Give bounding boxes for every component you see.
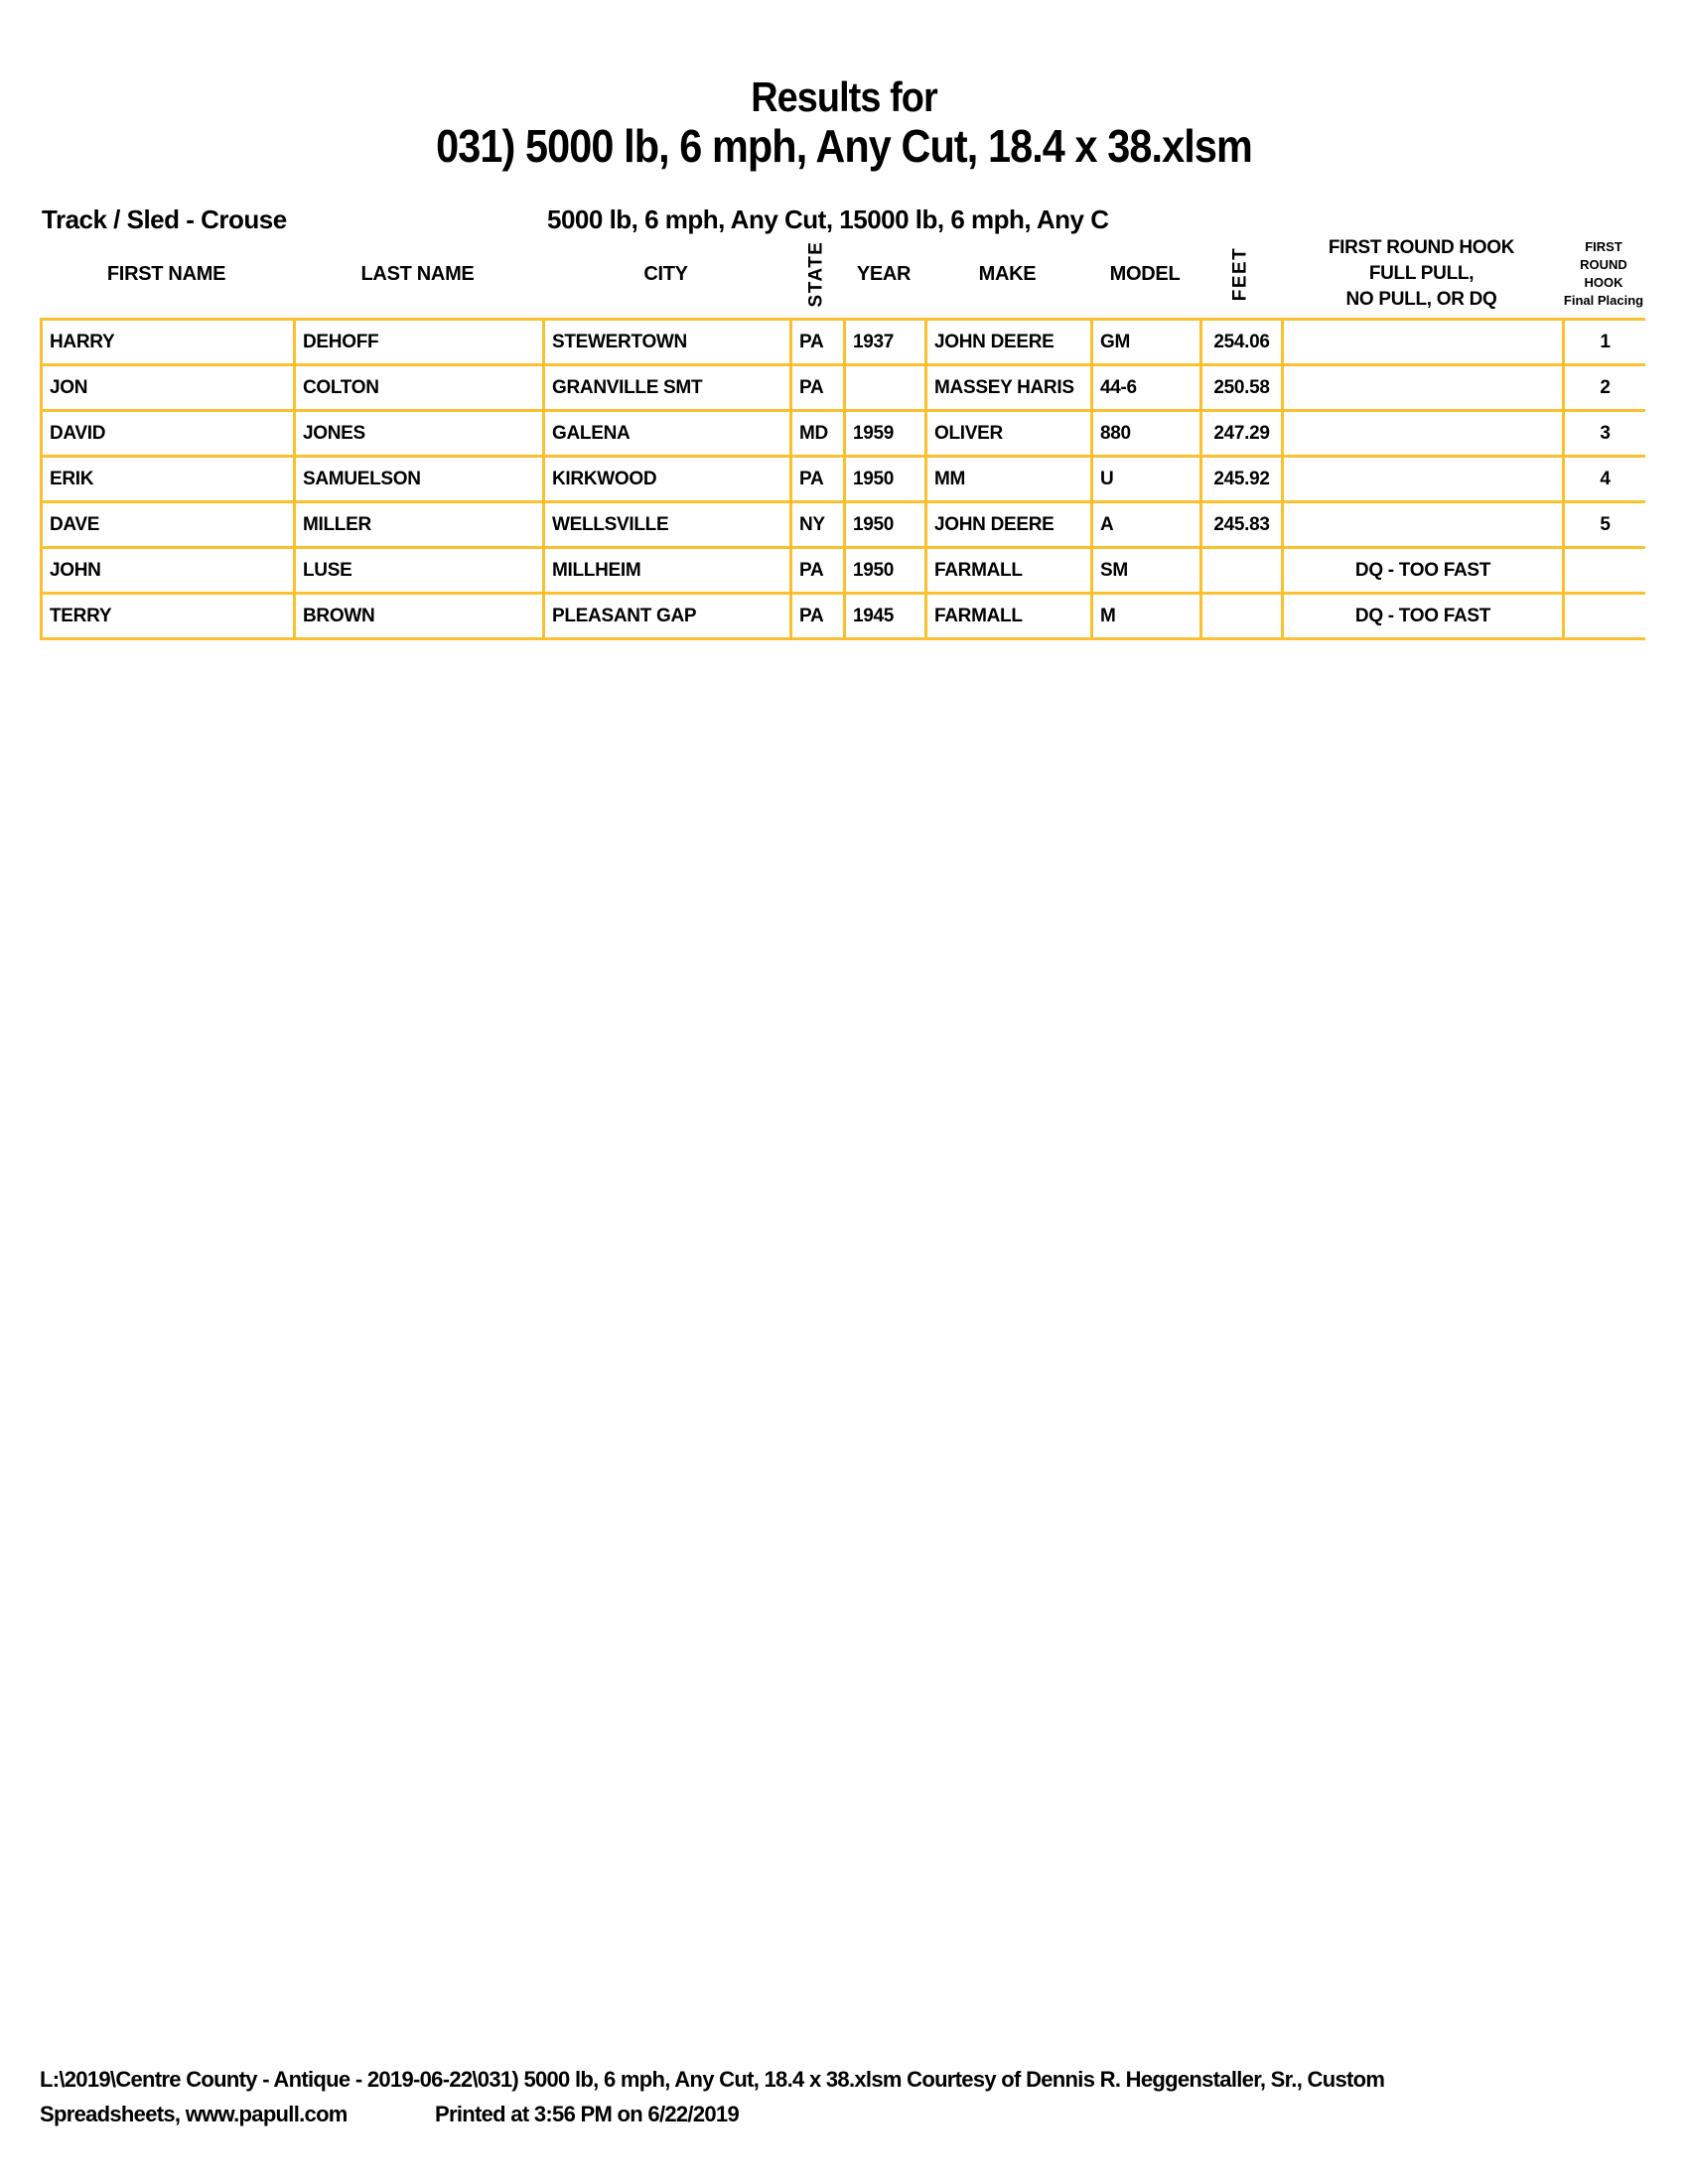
cell-feet: 250.58 <box>1199 366 1281 409</box>
column-header-model: MODEL <box>1109 262 1181 285</box>
cell-model: M <box>1090 595 1199 637</box>
column-header-last-name: LAST NAME <box>360 262 475 285</box>
cell-make: JOHN DEERE <box>924 321 1090 363</box>
results-table-body <box>40 318 1645 640</box>
cell-hook <box>1281 366 1562 409</box>
column-header-final-placing <box>1562 230 1645 318</box>
cell-model: 44-6 <box>1090 366 1199 409</box>
cell-placing: 4 <box>1562 458 1645 500</box>
footer-printed-timestamp: Printed at 3:56 PM on 6/22/2019 <box>435 2102 739 2126</box>
cell-city: KIRKWOOD <box>542 458 789 500</box>
cell-make: JOHN DEERE <box>924 503 1090 546</box>
cell-placing: 1 <box>1562 321 1645 363</box>
cell-last-name: MILLER <box>293 503 542 546</box>
table-header-row <box>40 230 1645 318</box>
cell-last-name: COLTON <box>293 366 542 409</box>
hook-header-line: FULL PULL, <box>1368 263 1475 284</box>
column-header-city: CITY <box>643 262 688 285</box>
cell-last-name: SAMUELSON <box>293 458 542 500</box>
cell-last-name: DEHOFF <box>293 321 542 363</box>
cell-model: GM <box>1090 321 1199 363</box>
cell-make: FARMALL <box>924 595 1090 637</box>
cell-first-name: HARRY <box>40 321 293 363</box>
cell-hook: DQ - TOO FAST <box>1281 595 1562 637</box>
cell-city: MILLHEIM <box>542 549 789 592</box>
cell-placing: 2 <box>1562 366 1645 409</box>
cell-hook <box>1281 458 1562 500</box>
cell-city: GALENA <box>542 412 789 455</box>
cell-feet <box>1199 549 1281 592</box>
column-header-state <box>789 230 843 318</box>
cell-state: PA <box>789 366 843 409</box>
cell-state: PA <box>789 321 843 363</box>
cell-feet: 254.06 <box>1199 321 1281 363</box>
cell-year: 1950 <box>843 503 924 546</box>
cell-first-name: JOHN <box>40 549 293 592</box>
cell-year: 1959 <box>843 412 924 455</box>
cell-feet: 247.29 <box>1199 412 1281 455</box>
feet-vertical-label: FEET <box>1229 246 1250 302</box>
table-row <box>40 366 1645 412</box>
cell-model: SM <box>1090 549 1199 592</box>
column-header-first-round-hook <box>1281 230 1562 318</box>
cell-placing <box>1562 549 1645 592</box>
table-row <box>40 321 1645 366</box>
cell-hook <box>1281 321 1562 363</box>
cell-last-name: JONES <box>293 412 542 455</box>
cell-year: 1945 <box>843 595 924 637</box>
cell-make: OLIVER <box>924 412 1090 455</box>
cell-last-name: BROWN <box>293 595 542 637</box>
cell-state: PA <box>789 458 843 500</box>
placing-header-line: FIRST ROUND <box>1580 239 1627 272</box>
cell-hook: DQ - TOO FAST <box>1281 549 1562 592</box>
cell-feet: 245.83 <box>1199 503 1281 546</box>
cell-make: MASSEY HARIS <box>924 366 1090 409</box>
cell-city: STEWERTOWN <box>542 321 789 363</box>
cell-placing: 3 <box>1562 412 1645 455</box>
cell-model: 880 <box>1090 412 1199 455</box>
page-subtitle-filename: 031) 5000 lb, 6 mph, Any Cut, 18.4 x 38.xlsm <box>436 120 1252 172</box>
cell-state: PA <box>789 549 843 592</box>
cell-first-name: DAVID <box>40 412 293 455</box>
cell-year: 1950 <box>843 458 924 500</box>
cell-city: PLEASANT GAP <box>542 595 789 637</box>
page-title: Results for <box>751 73 937 120</box>
cell-year: 1950 <box>843 549 924 592</box>
cell-hook <box>1281 503 1562 546</box>
placing-header-line: Final Placing <box>1563 293 1644 308</box>
cell-model: U <box>1090 458 1199 500</box>
column-header-year: YEAR <box>856 262 912 285</box>
cell-last-name: LUSE <box>293 549 542 592</box>
cell-make: MM <box>924 458 1090 500</box>
table-row <box>40 412 1645 458</box>
cell-placing <box>1562 595 1645 637</box>
footer-file-path: L:\2019\Centre County - Antique - 2019-06-22\031) 5000 lb, 6 mph, Any Cut, 18.4 x 38.xlsm Courtesy of Dennis R. Heggenstaller, Sr., Custom <box>40 2067 1385 2092</box>
cell-model: A <box>1090 503 1199 546</box>
hook-header-line: NO PULL, OR DQ <box>1345 289 1497 310</box>
state-vertical-label: STATE <box>805 240 826 308</box>
cell-first-name: DAVE <box>40 503 293 546</box>
cell-state: MD <box>789 412 843 455</box>
class-heading: 5000 lb, 6 mph, Any Cut, 15000 lb, 6 mph, Any C <box>547 205 1109 234</box>
hook-header-line: FIRST ROUND HOOK <box>1328 237 1515 258</box>
cell-year: 1937 <box>843 321 924 363</box>
footer-website: Spreadsheets, www.papull.com <box>40 2102 348 2126</box>
track-sled-label: Track / Sled - Crouse <box>42 205 287 234</box>
column-header-feet <box>1199 230 1281 318</box>
cell-make: FARMALL <box>924 549 1090 592</box>
table-row <box>40 595 1645 640</box>
table-row <box>40 458 1645 503</box>
cell-first-name: TERRY <box>40 595 293 637</box>
cell-state: NY <box>789 503 843 546</box>
cell-city: GRANVILLE SMT <box>542 366 789 409</box>
cell-year <box>843 366 924 409</box>
column-header-make: MAKE <box>978 262 1037 285</box>
cell-first-name: JON <box>40 366 293 409</box>
table-row <box>40 503 1645 549</box>
cell-feet: 245.92 <box>1199 458 1281 500</box>
cell-placing: 5 <box>1562 503 1645 546</box>
cell-feet <box>1199 595 1281 637</box>
cell-state: PA <box>789 595 843 637</box>
cell-hook <box>1281 412 1562 455</box>
cell-first-name: ERIK <box>40 458 293 500</box>
table-row <box>40 549 1645 595</box>
cell-city: WELLSVILLE <box>542 503 789 546</box>
placing-header-line: HOOK <box>1584 275 1623 290</box>
column-header-first-name: FIRST NAME <box>106 262 226 285</box>
